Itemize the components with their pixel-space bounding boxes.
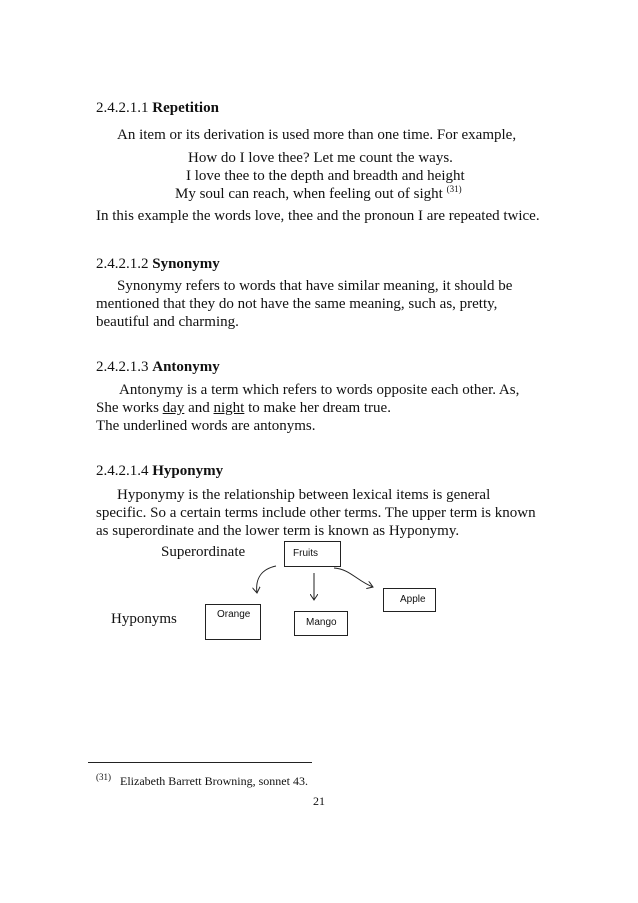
section-title: Repetition: [152, 100, 219, 116]
section-number: 2.4.2.1.3: [96, 359, 149, 375]
synonymy-text-line: beautiful and charming.: [96, 314, 239, 330]
hyponymy-text-line: specific. So a certain terms include other terms. The upper term is known: [96, 505, 536, 521]
repetition-intro: An item or its derivation is used more than one time. For example,: [117, 127, 517, 143]
section-title: Hyponymy: [152, 463, 224, 479]
section-number: 2.4.2.1.1: [96, 100, 149, 116]
synonymy-text-line: mentioned that they do not have the same meaning, such as, pretty,: [96, 296, 498, 312]
orange-label: Orange: [217, 609, 251, 620]
page-number: 21: [313, 794, 325, 808]
antonymy-note: The underlined words are antonyms.: [96, 418, 316, 434]
poem-line-text: My soul can reach, when feeling out of sight: [175, 186, 443, 202]
footnote-text: Elizabeth Barrett Browning, sonnet 43.: [120, 774, 308, 788]
repetition-conclusion: In this example the words love, thee and the pronoun I are repeated twice.: [96, 208, 540, 224]
poem-line: I love thee to the depth and breadth and height: [186, 168, 465, 184]
footnote: [96, 774, 308, 789]
hyponyms-label: Hyponyms: [111, 611, 177, 627]
arrow-to-orange: [257, 566, 276, 593]
example-text: She works: [96, 400, 163, 416]
section-number: 2.4.2.1.4: [96, 463, 149, 479]
antonym-word-night: night: [213, 400, 245, 416]
section-title: Synonymy: [152, 256, 220, 272]
example-text: to make her dream true.: [244, 400, 391, 416]
superordinate-label: Superordinate: [161, 544, 246, 560]
mango-label: Mango: [306, 617, 337, 628]
example-text: and: [184, 400, 214, 416]
apple-label: Apple: [400, 594, 426, 605]
footnote-rule: [88, 762, 312, 763]
antonym-word-day: day: [162, 400, 185, 416]
arrow-to-apple: [334, 568, 373, 587]
footnote-reference: (31): [446, 184, 462, 194]
hyponymy-text-line: as superordinate and the lower term is known as Hyponymy.: [96, 523, 460, 539]
hyponymy-text-line: Hyponymy is the relationship between lexical items is general: [117, 487, 491, 503]
section-title: Antonymy: [152, 359, 220, 375]
fruits-label: Fruits: [293, 548, 318, 559]
antonymy-definition: Antonymy is a term which refers to words opposite each other. As,: [119, 382, 520, 398]
synonymy-text-line: Synonymy refers to words that have similar meaning, it should be: [117, 278, 513, 294]
footnote-number: (31): [96, 772, 111, 782]
section-number: 2.4.2.1.2: [96, 256, 149, 272]
poem-line: How do I love thee? Let me count the ways.: [188, 150, 453, 166]
